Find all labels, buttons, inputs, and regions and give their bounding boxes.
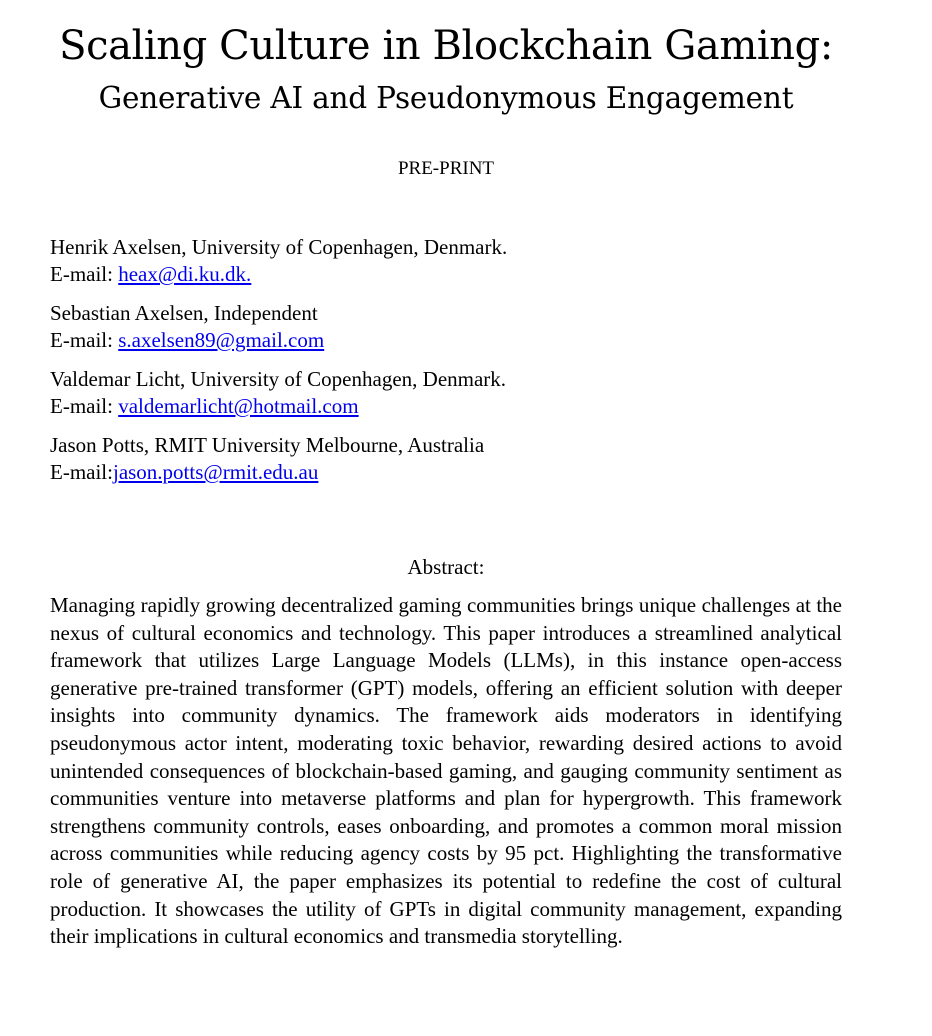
author-affiliation: Sebastian Axelsen, Independent	[50, 301, 318, 325]
preprint-label: PRE-PRINT	[397, 158, 495, 179]
author-block	[50, 234, 850, 288]
author-email-link[interactable]: heax@di.ku.dk.	[118, 262, 252, 286]
author-block	[50, 366, 850, 420]
author-email-link[interactable]: s.axelsen89@gmail.com	[118, 328, 325, 352]
author-email-line	[50, 459, 850, 486]
author-list	[50, 234, 850, 498]
author-block	[50, 432, 850, 486]
paper-title-line-1: Scaling Culture in Blockchain Gaming:	[59, 23, 833, 69]
author-email-link[interactable]: jason.potts@rmit.edu.au	[112, 460, 319, 484]
email-label: E-mail:	[50, 394, 119, 418]
email-label: E-mail:	[50, 328, 119, 352]
paper-title-line-2: Generative AI and Pseudonymous Engagement	[98, 81, 794, 115]
author-email-line	[50, 393, 850, 420]
author-email-link[interactable]: valdemarlicht@hotmail.com	[118, 394, 359, 418]
abstract-heading: Abstract:	[407, 555, 485, 579]
author-email-line	[50, 327, 850, 354]
author-affiliation: Valdemar Licht, University of Copenhagen, Denmark.	[50, 367, 507, 391]
author-block	[50, 300, 850, 354]
email-label: E-mail:	[50, 460, 113, 484]
abstract-body: Managing rapidly growing decentralized gaming communities brings unique challenges at the nexus of cultural economics and technology. This paper introduces a streamlined analytical framework that utilizes Large Language Models (LLMs), in this instance open-access generative pre-trained transformer (GPT) models, offering an efficient solution with deeper insights into community dynamics. The framework aids moderators in identifying pseudonymous actor intent, moderating toxic behavior, rewarding desired actions to avoid unintended consequences of blockchain-based gaming, and gauging community sentiment as communities venture into metaverse platforms and plan for hypergrowth. This framework strengthens community controls, eases onboarding, and promotes a common moral mission across communities while reducing agency costs by 95 pct. Highlighting the transformative role of generative AI, the paper emphasizes its potential to redefine the cost of cultural production. It showcases the utility of GPTs in digital community management, expanding their implications in cultural economics and transmedia storytelling.	[50, 593, 842, 949]
author-affiliation: Jason Potts, RMIT University Melbourne, Australia	[50, 433, 485, 457]
author-affiliation: Henrik Axelsen, University of Copenhagen, Denmark.	[50, 235, 508, 259]
email-label: E-mail:	[50, 262, 119, 286]
author-email-line	[50, 261, 850, 288]
